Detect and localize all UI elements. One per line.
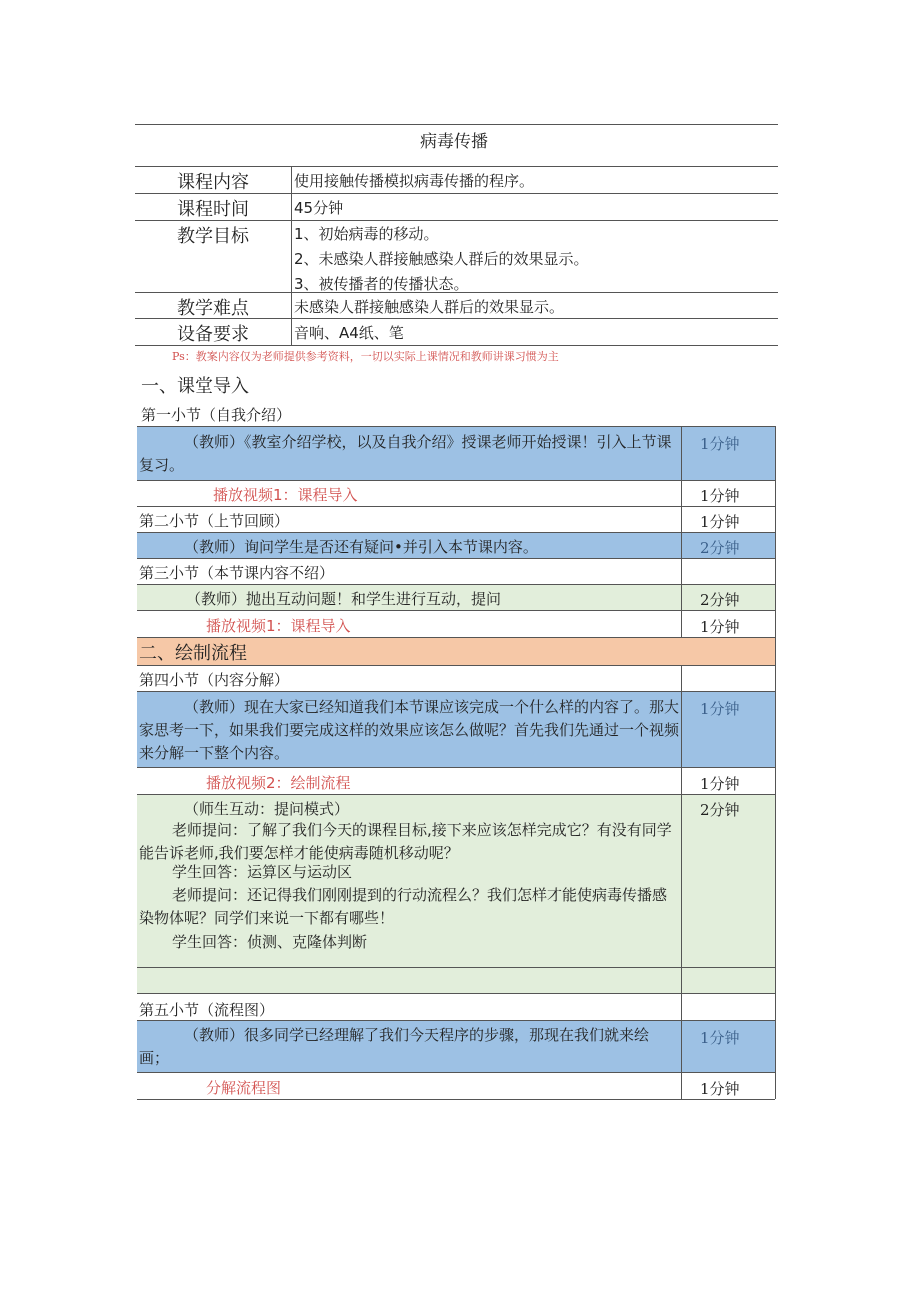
row3-text: （教师）询问学生是否还有疑问•并引入本节课内容。	[184, 538, 538, 556]
row5-time: 1分钟	[700, 618, 740, 636]
section2-heading: 二、绘制流程	[139, 643, 247, 664]
row8-text: （教师）很多同学已经理解了我们今天程序的步骤，那现在我们就来绘画；	[139, 1026, 650, 1067]
row8-time: 1分钟	[700, 1029, 740, 1047]
row9-text: 分解流程图	[206, 1079, 282, 1097]
row7-text: 播放视频2：绘制流程	[206, 774, 351, 792]
ps-note: Ps：教案内容仅为老师提供参考资料，一切以实际上课情况和教师讲课习惯为主	[172, 350, 559, 363]
row3-time: 2分钟	[700, 539, 740, 557]
goal-item: 2、未感染人群接触感染人群后的效果显示。	[294, 250, 589, 268]
goal-item: 1、初始病毒的移动。	[294, 225, 439, 243]
difficulty-value: 未感染人群接触感染人群后的效果显示。	[294, 298, 565, 316]
equip-value: 音响、A4纸、笔	[294, 324, 404, 342]
question-1: 老师提问：了解了我们今天的课程目标,接下来应该怎样完成它？有没有同学能告诉老师,我们要怎样才能使病毒随机移动呢？	[139, 821, 672, 862]
time-value: 45分钟	[294, 199, 344, 217]
sub3-title: 第三小节（本节课内容不绍）	[139, 564, 335, 582]
sub5-title: 第五小节（流程图）	[139, 1001, 275, 1019]
page-title: 病毒传播	[420, 132, 488, 152]
sub1-title: 第一小节（自我介绍）	[141, 406, 292, 424]
goal-label: 教学目标	[177, 226, 249, 247]
goal-item: 3、被传播者的传播状态。	[294, 275, 469, 292]
content-label: 课程内容	[177, 172, 249, 193]
sub4-title: 第四小节（内容分解）	[139, 671, 290, 689]
sub2-time: 1分钟	[700, 513, 740, 531]
content-value: 使用接触传播模拟病毒传播的程序。	[294, 172, 535, 190]
row4-time: 2分钟	[700, 591, 740, 609]
sub2-title: 第二小节（上节回顾）	[139, 512, 290, 530]
time-label: 课程时间	[177, 199, 249, 220]
row2-time: 1分钟	[700, 487, 740, 505]
top-rule	[135, 124, 778, 125]
row4-text: （教师）抛出互动问题！和学生进行互动，提问	[186, 590, 502, 608]
question-2: 老师提问：还记得我们刚刚提到的行动流程么？我们怎样才能使病毒传播感染物体呢？同学们来说一下都有哪些！	[139, 886, 668, 927]
row6-text: （教师）现在大家已经知道我们本节课应该完成一个什么样的内容了。那大家思考一下，如果我们要完成这样的效果应该怎么做呢？首先我们先通过一个视频来分解一下整个内容。	[139, 698, 680, 762]
answer-1: 学生回答：运算区与运动区	[172, 863, 353, 881]
row7-time: 1分钟	[700, 775, 740, 793]
row6-time: 1分钟	[700, 700, 740, 718]
interact-time: 2分钟	[700, 801, 740, 819]
interact-title: （师生互动：提问模式）	[184, 800, 350, 818]
difficulty-label: 教学难点	[177, 298, 249, 319]
row1-text: （教师）《教室介绍学校，以及自我介绍》授课老师开始授课！引入上节课复习。	[139, 433, 672, 474]
row9-time: 1分钟	[700, 1080, 740, 1098]
row1-time: 1分钟	[700, 435, 740, 453]
row5-text: 播放视频1：课程导入	[206, 617, 351, 635]
section1-heading: 一、课堂导入	[141, 376, 249, 397]
answer-2: 学生回答：侦测、克隆体判断	[172, 933, 368, 951]
equip-label: 设备要求	[177, 324, 249, 345]
row2-text: 播放视频1：课程导入	[213, 486, 358, 504]
